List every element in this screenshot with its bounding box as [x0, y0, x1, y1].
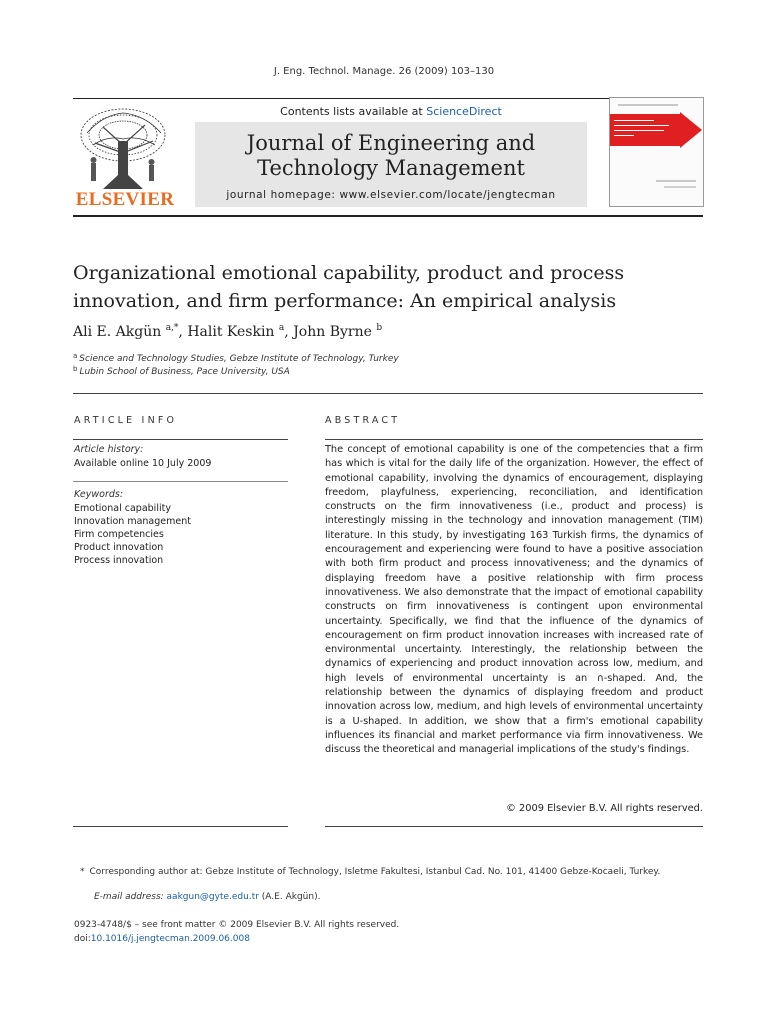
keyword-item[interactable]: Process innovation: [74, 555, 164, 566]
abstract-heading: ABSTRACT: [325, 415, 401, 426]
journal-homepage[interactable]: journal homepage: www.elsevier.com/locate/jengtecman: [226, 189, 556, 201]
email-label: E-mail address:: [94, 892, 164, 902]
journal-title-line1: Journal of Engineering and: [246, 131, 536, 155]
cover-footer-line: [656, 180, 696, 182]
cover-top-line: [618, 104, 678, 106]
cover-arrow-icon: [680, 112, 702, 148]
contents-prefix: Contents lists available at: [280, 105, 423, 118]
journal-title-line2: Technology Management: [257, 156, 525, 180]
article-info-heading: ARTICLE INFO: [74, 415, 178, 426]
corresponding-author-text: Corresponding author at: Gebze Institute of Technology, Isletme Fakultesi, Istanbul Cad. No. 101, 41400 Gebze-Kocaeli, Turkey.: [89, 867, 661, 877]
contents-availability: [195, 104, 587, 122]
keywords-list: [74, 502, 191, 567]
doi-line: [74, 934, 250, 944]
keyword-item[interactable]: Product innovation: [74, 542, 164, 553]
front-matter-rule: [73, 393, 703, 394]
email-suffix: (A.E. Akgün).: [261, 892, 321, 902]
article-history-value: Available online 10 July 2009: [74, 458, 212, 469]
cover-text-line: [614, 120, 654, 121]
email-footnote: [94, 892, 320, 902]
email-link[interactable]: aakgun@gyte.edu.tr: [166, 892, 259, 902]
article-title: [73, 259, 713, 315]
keyword-item[interactable]: Innovation management: [74, 516, 191, 527]
footnote-star: *: [80, 867, 85, 877]
cover-text-line: [614, 125, 669, 126]
affiliation-a: [73, 352, 713, 364]
author-name: Ali E. Akgün: [73, 324, 162, 340]
article-title-line2: innovation, and firm performance: An empirical analysis: [73, 290, 617, 312]
cover-text-line: [614, 130, 664, 131]
affiliation-text: Lubin School of Business, Pace University, USA: [79, 367, 290, 377]
cover-footer-line: [664, 186, 696, 188]
abstract-rule: [325, 439, 703, 440]
keyword-item[interactable]: Emotional capability: [74, 503, 171, 514]
author-affiliation-mark[interactable]: a: [278, 323, 285, 333]
journal-header-box: [195, 104, 587, 207]
abstract-text: The concept of emotional capability is one of the competencies that a firm has which is vital for the daily life of the organization. However, the effect of emotional capability, involving the dynamics of encouragement, displaying freedom, playfulness, experiencing, reconciliation, and identification constructs on the firm innovativeness (i.e., product and process) is interestingly missing in the technology and innovation management (TIM) literature. In this study, by investigating 163 Turkish firms, the dynamics of encouragement and experiencing were found to have a positive association with both firm product and process innovativeness; and the dynamics of displaying freedom have a positive relationship with firm process innovativeness. We also demonstrate that the impact of emotional capability constructs on firm innovativeness is contingent upon environmental uncertainty. Specifically, we find that the influence of the dynamics of encouragement on firm product innovation increases with increased rate of environmental uncertainty. Interestingly, the relationship between the dynamics of experiencing and product innovation across low, medium, and high levels of environmental uncertainty is an ∩-shaped. And, the relationship between the dynamics of displaying freedom and product innovation across low, medium, and high levels of environmental uncertainty is a U-shaped. In addition, we show that a firm's emotional capability influences its financial and market performance via firm innovativeness. We discuss the theoretical and managerial implications of the study's findings.: [325, 444, 703, 756]
author-name: Halit Keskin: [187, 324, 275, 340]
affiliation-mark: b: [73, 365, 78, 373]
article-info-bottom-rule: [73, 826, 288, 827]
author-affiliation-mark[interactable]: a,*: [165, 323, 179, 333]
corresponding-author-footnote: [74, 866, 703, 879]
cover-text-line: [614, 135, 634, 136]
journal-cover-thumbnail: [609, 97, 704, 207]
issn-line: 0923-4748/$ – see front matter © 2009 Elsevier B.V. All rights reserved.: [74, 920, 400, 930]
abstract-copyright: © 2009 Elsevier B.V. All rights reserved.: [506, 803, 703, 814]
abstract-bottom-rule: [325, 826, 703, 827]
author-name: John Byrne: [293, 324, 372, 340]
affiliation-text: Science and Technology Studies, Gebze Institute of Technology, Turkey: [79, 354, 399, 364]
journal-title: [195, 131, 587, 181]
header-bottom-rule: [73, 215, 703, 217]
doi-prefix: doi:: [74, 934, 91, 944]
article-info-rule: [73, 439, 288, 440]
keyword-item[interactable]: Firm competencies: [74, 529, 164, 540]
elsevier-wordmark: ELSEVIER: [75, 189, 175, 210]
doi-link[interactable]: 10.1016/j.jengtecman.2009.06.008: [90, 934, 250, 944]
affiliation-mark: a: [73, 352, 78, 360]
article-title-line1: Organizational emotional capability, product and process: [73, 262, 625, 284]
article-history-label: Article history:: [74, 444, 144, 455]
sciencedirect-link[interactable]: ScienceDirect: [426, 105, 502, 118]
keywords-rule: [73, 481, 288, 482]
affiliation-b: [73, 365, 713, 377]
author-affiliation-mark[interactable]: b: [376, 323, 383, 333]
keywords-label: Keywords:: [74, 489, 124, 500]
author-list: Ali E. Akgün $^{a,*}$, Halit Keskin $^a$, John Byrne $^b$: [73, 323, 383, 340]
journal-citation: J. Eng. Technol. Manage. 26 (2009) 103–130: [273, 66, 495, 77]
